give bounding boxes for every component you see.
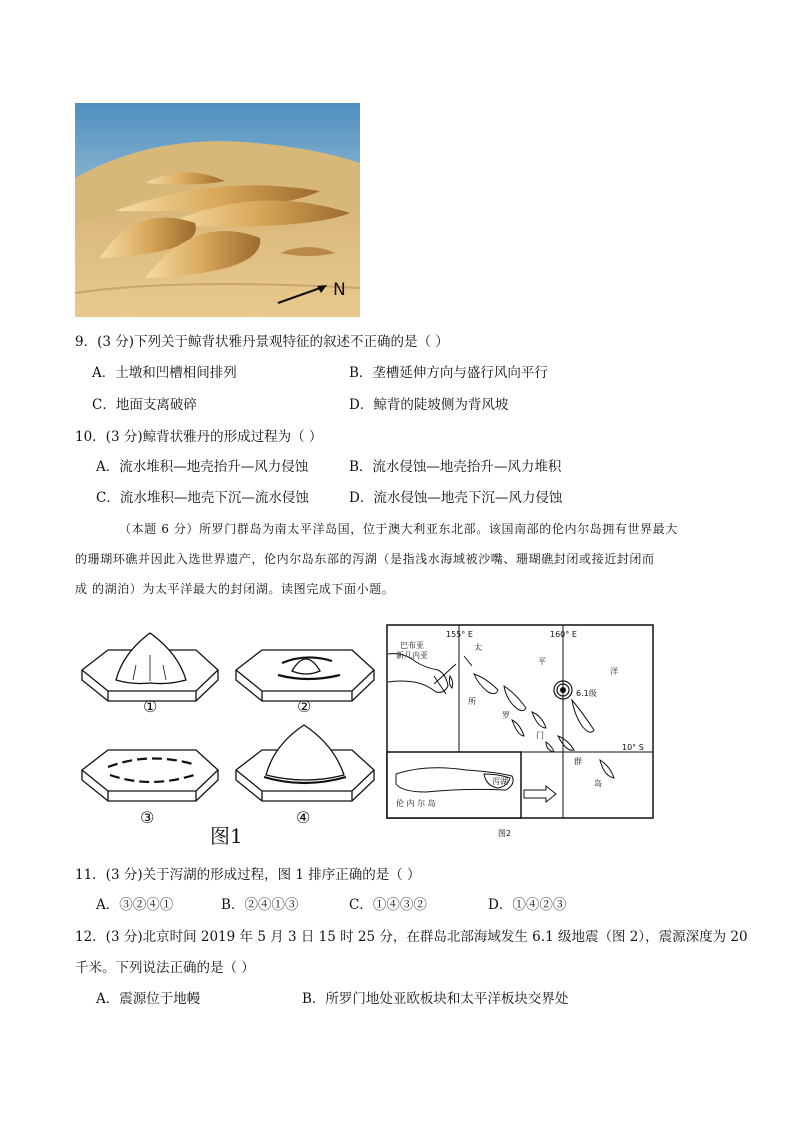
ocean-label-2: 平: [538, 657, 546, 666]
earthquake-magnitude-label: 6.1级: [576, 689, 597, 698]
figure-1-title: 图1: [210, 824, 243, 848]
figure-2-title: 图2: [498, 829, 512, 838]
q12-option-a[interactable]: A．震源位于地幔: [96, 991, 201, 1007]
lon-160-label: 160° E: [550, 630, 577, 639]
lon-155-label: 155° E: [446, 630, 473, 639]
block-1-volcano-diagram: [82, 633, 218, 701]
islands-label-2: 罗: [502, 711, 510, 720]
q9-option-a[interactable]: A．土墩和凹槽相间排列: [92, 365, 237, 381]
ocean-label-1: 太: [474, 643, 482, 652]
png-label-1: 巴布亚: [400, 641, 424, 650]
question-9-stem: 9．(3 分)下列关于鲸背状雅丹景观特征的叙述不正确的是（ ）: [75, 334, 449, 350]
figure-1-label-4: ④: [296, 808, 311, 827]
q10-option-c[interactable]: C．流水堆积—地壳下沉—流水侵蚀: [96, 490, 309, 506]
north-label: N: [333, 280, 346, 300]
question-11-stem: 11．(3 分)关于泻湖的形成过程，图 1 排序正确的是（ ）: [75, 867, 421, 883]
figure-1-label-2: ②: [297, 697, 312, 716]
figure-1-label-3: ③: [140, 808, 155, 827]
q11-option-b[interactable]: B．②④①③: [221, 897, 299, 913]
lagoon-label: 泻湖: [492, 777, 508, 786]
ocean-label-3: 洋: [610, 667, 618, 676]
q12-option-b[interactable]: B．所罗门地处亚欧板块和太平洋板块交界处: [302, 991, 569, 1007]
rennell-island-label: 伦 内 尔 岛: [396, 799, 436, 808]
islands-label-4: 群: [574, 757, 582, 766]
q10-option-d[interactable]: D．流水侵蚀—地壳下沉—风力侵蚀: [349, 490, 563, 506]
block-3-atoll-diagram: [82, 750, 218, 801]
q11-option-a[interactable]: A．③②④①: [96, 897, 174, 913]
islands-label-5: 岛: [594, 779, 602, 788]
q11-option-d[interactable]: D．①④②③: [488, 897, 567, 913]
question-12-stem-line-2: 千米。下列说法正确的是（ ）: [75, 960, 255, 976]
q9-option-b[interactable]: B．垄槽延伸方向与盛行风向平行: [349, 365, 548, 381]
lat-10s-label: 10° S: [622, 743, 644, 752]
q9-option-d[interactable]: D．鲸背的陡坡侧为背风坡: [349, 397, 509, 413]
q10-option-a[interactable]: A．流水堆积—地壳抬升—风力侵蚀: [96, 459, 309, 475]
passage-line-1: （本题 6 分）所罗门群岛为南太平洋岛国，位于澳大利亚东北部。该国南部的伦内尔岛拥有世界最大: [119, 522, 678, 536]
question-10-stem: 10．(3 分)鲸背状雅丹的形成过程为（ ）: [75, 429, 323, 445]
question-12-stem-line-1: 12．(3 分)北京时间 2019 年 5 月 3 日 15 时 25 分，在群岛北部海域发生 6.1 级地震（图 2），震源深度为 20: [75, 929, 748, 945]
block-4-fringing-reef-diagram: [236, 725, 374, 801]
png-label-2: 新几内亚: [396, 651, 428, 660]
q9-option-c[interactable]: C．地面支离破碎: [92, 397, 197, 413]
block-2-reef-lagoon-diagram: [236, 650, 374, 701]
figure-1-label-1: ①: [143, 697, 158, 716]
figure-2-solomon-map: [386, 624, 656, 842]
islands-label-1: 所: [468, 697, 476, 706]
passage-line-3: 成 的湖泊）为太平洋最大的封闭湖。读图完成下面小题。: [75, 582, 395, 596]
figure-1-lagoon-formation: [78, 625, 383, 843]
islands-label-3: 门: [536, 731, 544, 740]
passage-line-2: 的珊瑚环礁并因此入选世界遗产，伦内尔岛东部的泻湖（是指浅水海域被沙嘴、珊瑚礁封闭或接近封闭而: [75, 552, 655, 566]
q11-option-c[interactable]: C．①④③②: [349, 897, 427, 913]
q10-option-b[interactable]: B．流水侵蚀—地壳抬升—风力堆积: [349, 459, 562, 475]
yardang-landscape-image: [75, 103, 360, 317]
earthquake-epicenter-icon: [554, 681, 572, 699]
